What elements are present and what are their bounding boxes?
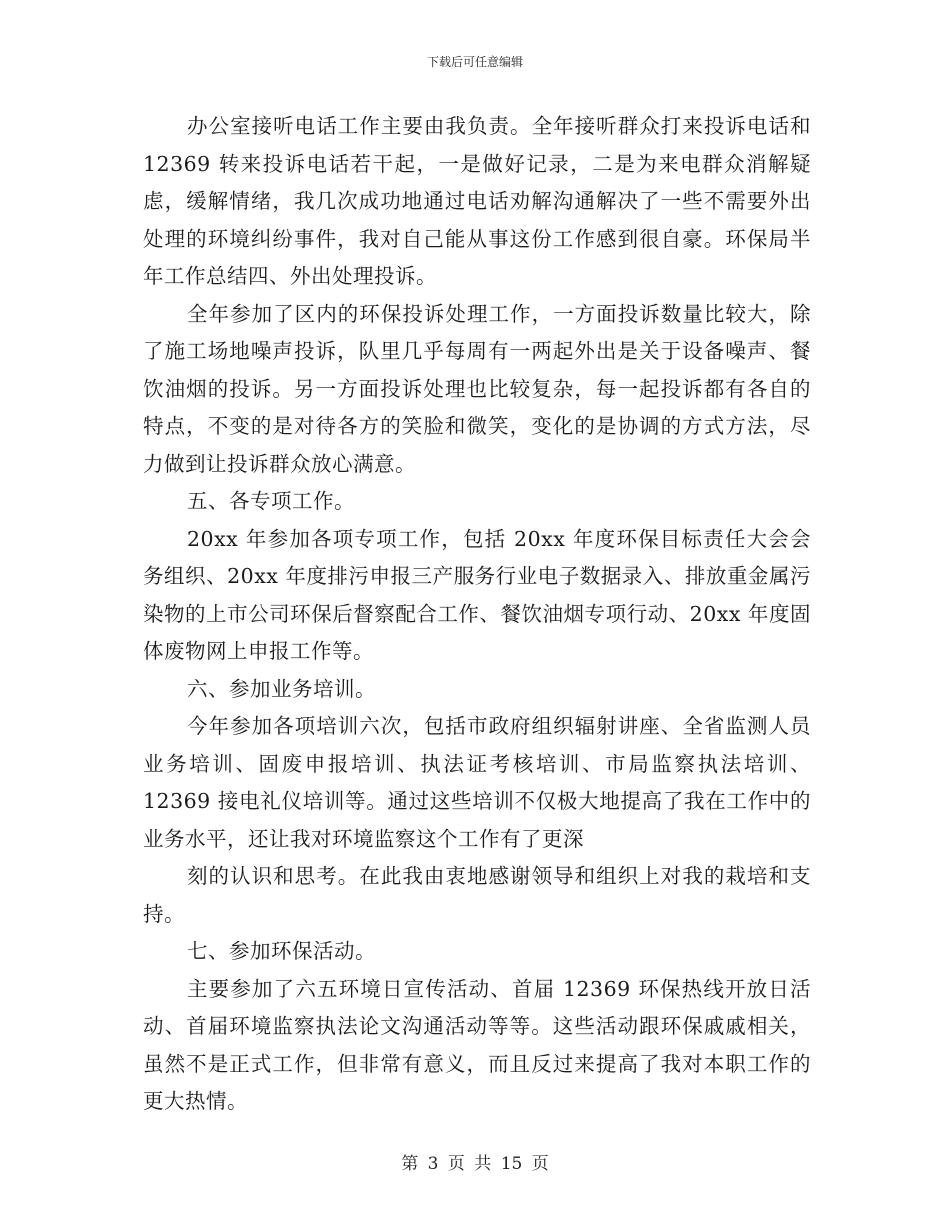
section-heading-training: 六、参加业务培训。: [187, 676, 376, 701]
paragraph-training: 今年参加各项培训六次，包括市政府组织辐射讲座、全省监测人员业务培训、固废申报培训、执法证考核培训、市局监察执法培训、12369 接电礼仪培训等。通过这些培训不仅极大地提高了我在工作中的业务水平，还让我对环境监察这个工作有了更深: [143, 714, 811, 851]
document-body: [143, 108, 811, 1121]
section-heading-activities: 七、参加环保活动。: [187, 939, 376, 963]
paragraph-onsite-complaints: 全年参加了区内的环保投诉处理工作，一方面投诉数量比较大，除了施工场地噪声投诉，队里几乎每周有一两起外出是关于设备噪声、餐饮油烟的投诉。另一方面投诉处理也比较复杂，每一起投诉都有各自的特点，不变的是对待各方的笑脸和微笑，变化的是协调的方式方法，尽力做到让投诉群众放心满意。: [143, 301, 811, 476]
paragraph-activities: 主要参加了六五环境日宣传活动、首届 12369 环保热线开放日活动、首届环境监察执法论文沟通活动等等。这些活动跟环保戚戚相关，虽然不是正式工作，但非常有意义，而且反过来提高了我对本职工作的更大热情。: [143, 976, 811, 1113]
page-header-note: 下载后可任意编辑: [426, 55, 523, 69]
paragraph-training-continued: 刻的认识和思考。在此我由衷地感谢领导和组织上对我的栽培和支持。: [143, 864, 811, 926]
paragraph-phone-complaints: 办公室接听电话工作主要由我负责。全年接听群众打来投诉电话和 12369 转来投诉电话若干起，一是做好记录，二是为来电群众消解疑虑，缓解情绪，我几次成功地通过电话劝解沟通解决了一些不需要外出处理的环境纠纷事件，我对自己能从事这份工作感到很自豪。环保局半年工作总结四、外出处理投诉。: [143, 114, 811, 288]
page-number-footer: 第 3 页 共 15 页: [401, 1154, 549, 1174]
section-heading-special-work: 五、各专项工作。: [187, 489, 355, 513]
paragraph-special-work: 20xx 年参加各项专项工作，包括 20xx 年度环保目标责任大会会务组织、20xx 年度排污申报三产服务行业电子数据录入、排放重金属污染物的上市公司环保后督察配合工作、餐饮油烟专项行动、20xx 年度固体废物网上申报工作等。: [143, 526, 811, 663]
